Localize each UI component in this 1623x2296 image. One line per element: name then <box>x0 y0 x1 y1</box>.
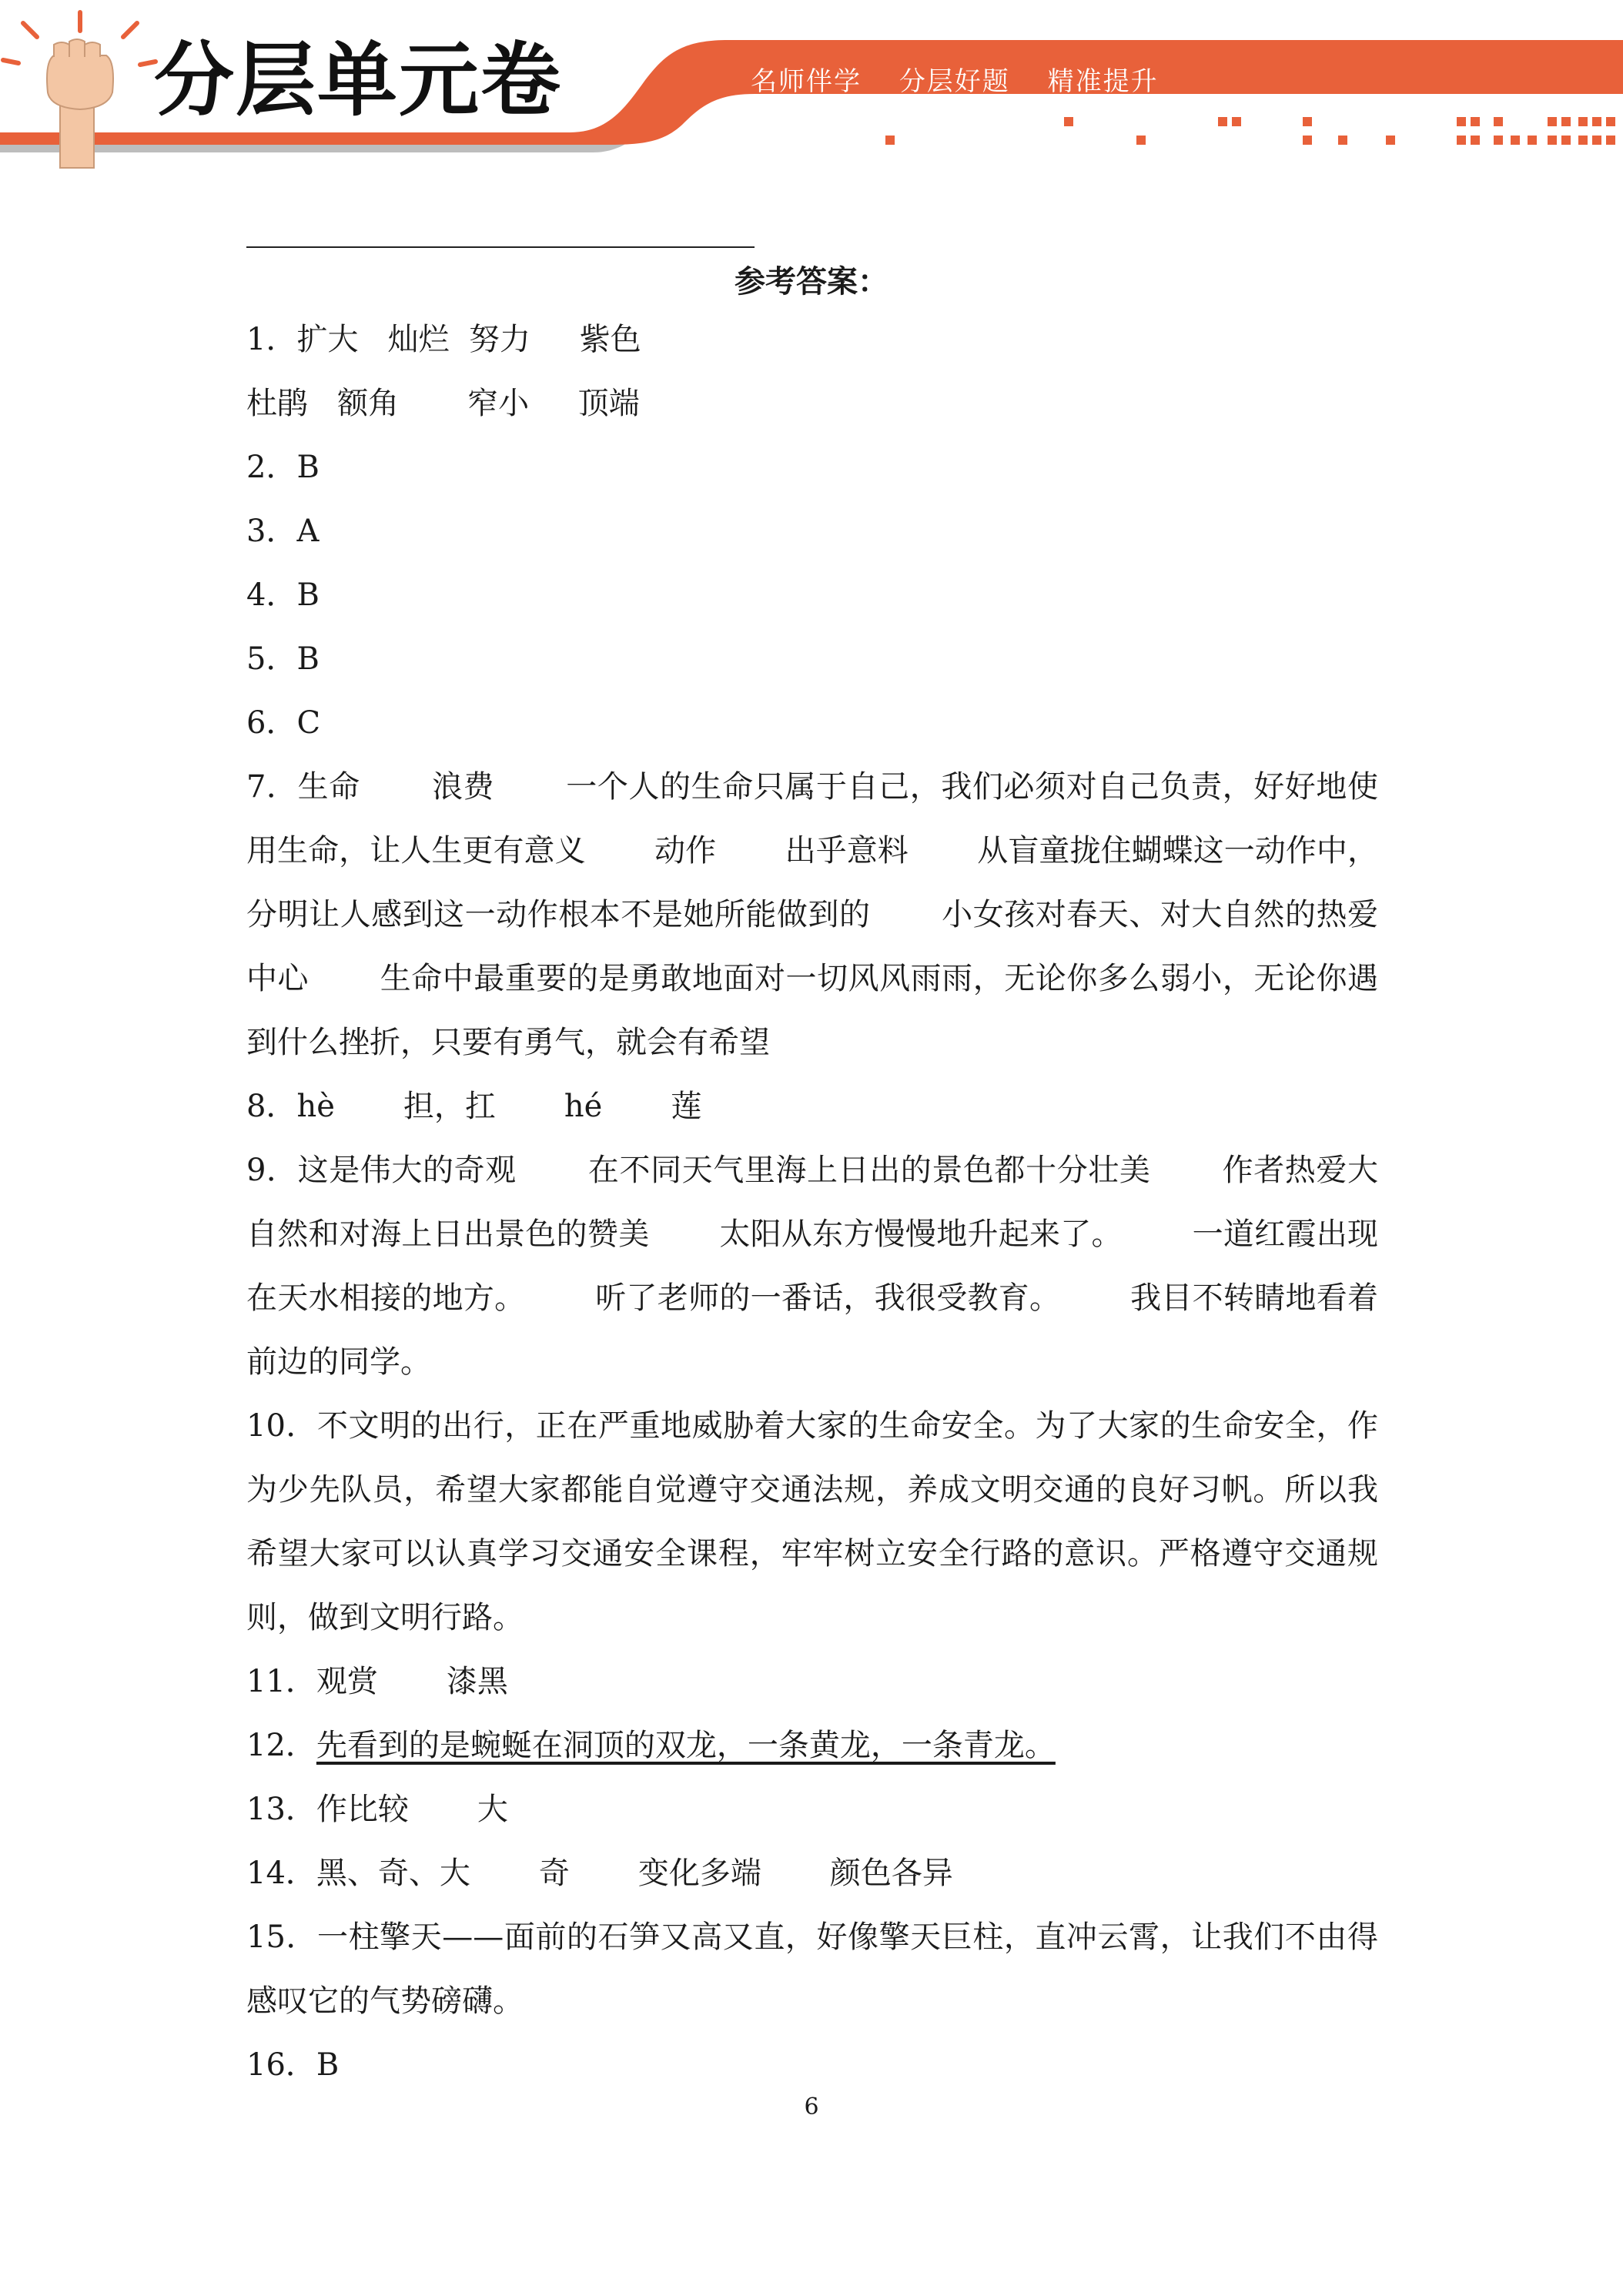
answer-3: 3．A <box>246 514 320 549</box>
answer-14: 14．黑、奇、大 奇 变化多端 颜色各异 <box>246 1856 953 1891</box>
page-header <box>0 0 1623 169</box>
answer-2: 2．B <box>246 450 320 485</box>
answer-6: 6．C <box>246 705 321 741</box>
answer-12-number: 12． <box>246 1728 316 1763</box>
top-divider <box>246 246 755 248</box>
answer-15: 15．一柱擎天——面前的石笋又高又直，好像擎天巨柱，直冲云霄，让我们不由得感叹它的气势磅礴。 <box>246 1919 1378 2019</box>
answer-12-underlined: 先看到的是蜿蜒在洞顶的双龙，一条黄龙，一条青龙。 <box>316 1728 1056 1763</box>
brand-title: 分层单元卷 <box>154 33 563 127</box>
answer-11: 11．观赏 漆黑 <box>246 1664 508 1699</box>
slogan-2: 分层好题 <box>899 66 1010 97</box>
answer-5: 5．B <box>246 641 320 677</box>
answer-9: 9．这是伟大的奇观 在不同天气里海上日出的景色都十分壮美 作者热爱大自然和对海上日出景色的赞美 太阳从东方慢慢地升起来了。 一道红霞出现在天水相接的地方。 听了老师的一番话，我很受教育。 我目不转睛地看着前边的同学。 <box>246 1153 1378 1380</box>
answer-4: 4．B <box>246 577 320 613</box>
answer-8: 8．hè 担，扛 hé 莲 <box>246 1089 702 1124</box>
answer-1-line-1: 1．扩大 灿烂 努力 紫色 <box>246 322 641 357</box>
answer-list <box>246 308 1447 2097</box>
answer-7: 7．生命 浪费 一个人的生命只属于自己，我们必须对自己负责，好好地使用生命，让人生更有意义 动作 出乎意料 从盲童拢住蝴蝶这一动作中，分明让人感到这一动作根本不是她所能做到的 小女孩对春天、对大自然的热爱 中心 生命中最重要的是勇敢地面对一切风风雨雨，无论你多么弱小，无论你遇到什么挫折，只要有勇气，就会有希望 <box>246 769 1447 1060</box>
answer-title: 参考答案： <box>735 263 888 300</box>
header-decorative-squares <box>885 117 1615 145</box>
header-slogans <box>751 60 1186 98</box>
answer-12 <box>246 1714 1378 1778</box>
slogan-3: 精准提升 <box>1047 66 1159 97</box>
page-number: 6 <box>804 2094 819 2120</box>
answer-13: 13．作比较 大 <box>246 1792 508 1827</box>
answer-1-line-2: 杜鹃 额角 窄小 顶端 <box>246 386 640 421</box>
answer-10: 10．不文明的出行，正在严重地威胁着大家的生命安全。为了大家的生命安全，作为少先队员，希望大家都能自觉遵守交通法规，养成文明交通的良好习帆。所以我希望大家可以认真学习交通安全课程，牢牢树立安全行路的意识。严格遵守交通规则，做到文明行路。 <box>246 1408 1378 1635</box>
answer-16: 16．B <box>246 2047 340 2083</box>
slogan-1: 名师伴学 <box>751 66 862 97</box>
